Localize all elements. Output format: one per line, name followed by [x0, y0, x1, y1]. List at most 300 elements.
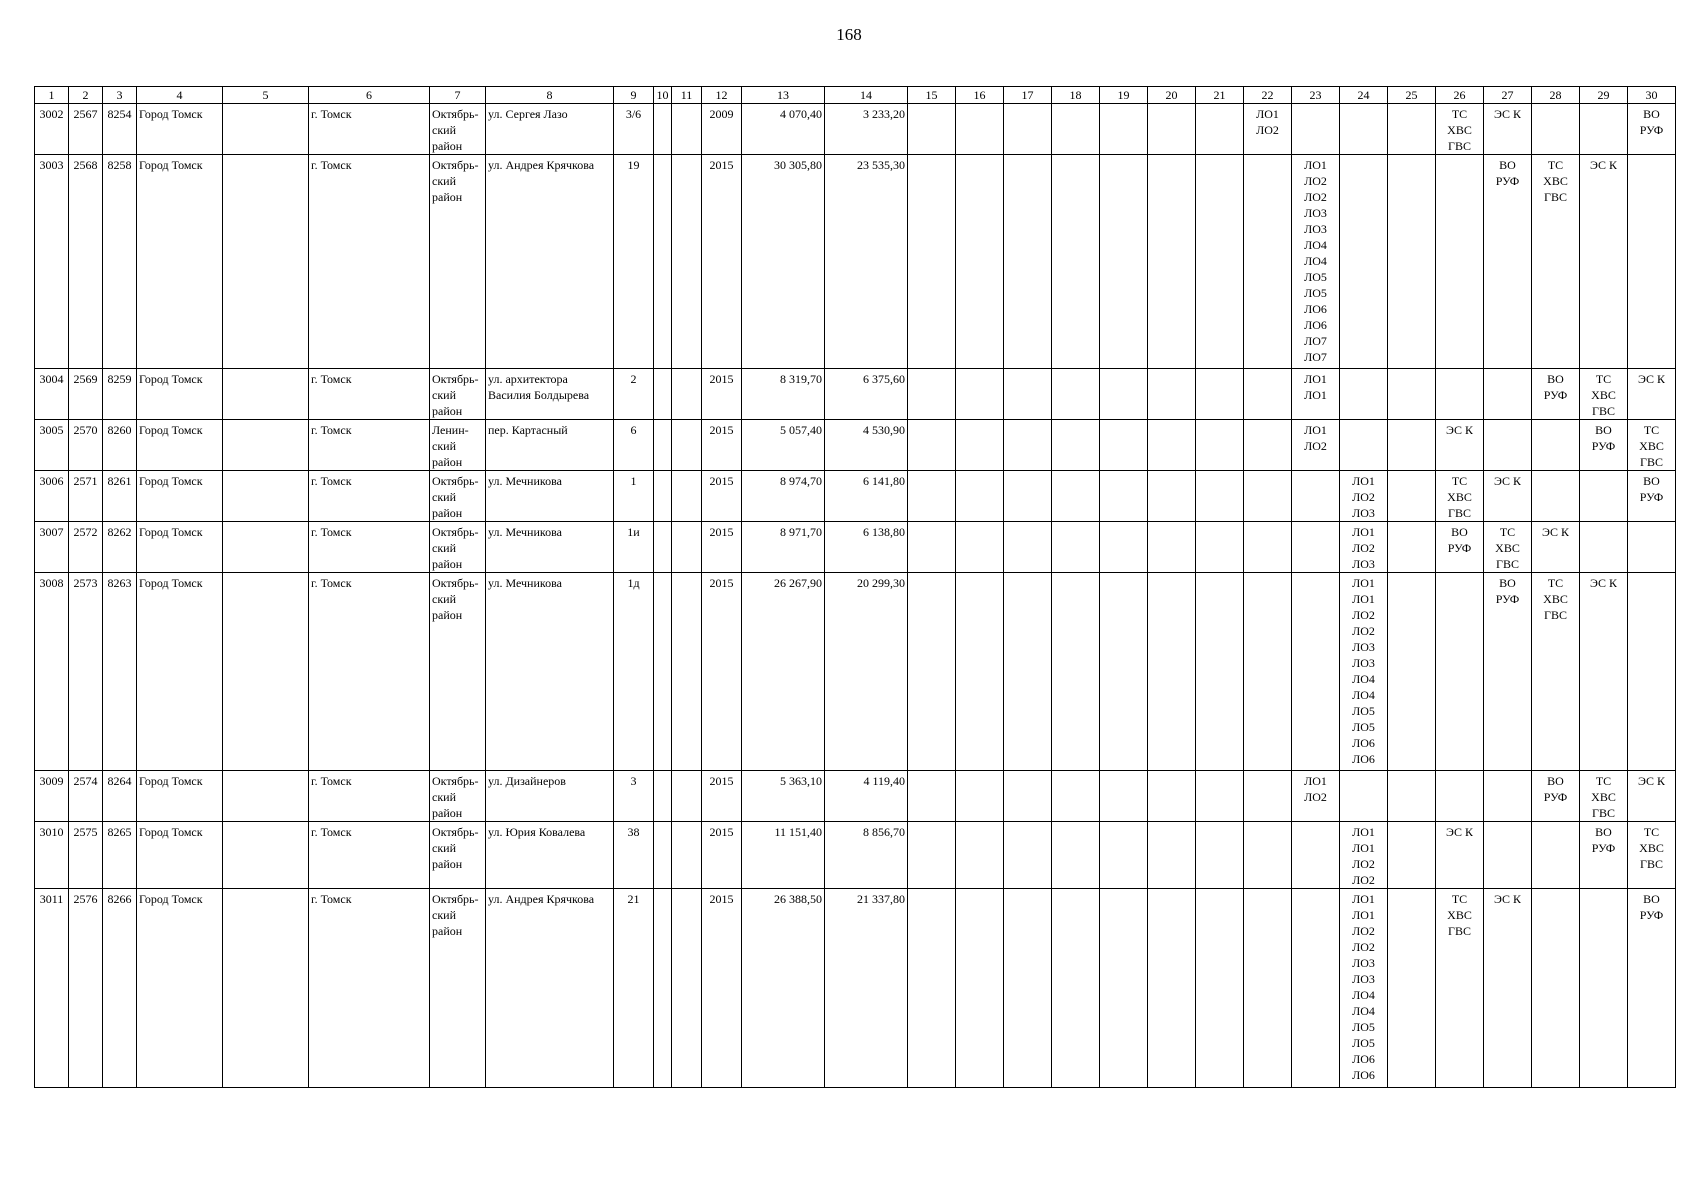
table-cell-col-18 — [1052, 771, 1100, 822]
table-cell-col-26: ЭС К — [1436, 420, 1484, 471]
table-cell-col-5 — [223, 155, 309, 369]
table-cell-col-29: ТС ХВС ГВС — [1580, 369, 1628, 420]
table-cell-col-5 — [223, 522, 309, 573]
table-cell-col-4: Город Томск — [137, 471, 223, 522]
table-cell-col-7: Ленин- ский район — [430, 420, 486, 471]
table-cell-col-13: 5 057,40 — [742, 420, 825, 471]
table-cell-col-24 — [1340, 155, 1388, 369]
table-cell-col-30: ТС ХВС ГВС — [1628, 822, 1676, 889]
column-number-cell: 27 — [1484, 87, 1532, 104]
table-cell-col-12: 2015 — [702, 822, 742, 889]
table-cell-col-11 — [672, 155, 702, 369]
table-cell-col-29 — [1580, 522, 1628, 573]
table-row — [35, 369, 1676, 420]
table-cell-col-23 — [1292, 104, 1340, 155]
column-number-cell: 7 — [430, 87, 486, 104]
table-cell-col-14: 23 535,30 — [825, 155, 908, 369]
column-number-cell: 8 — [486, 87, 614, 104]
table-cell-col-23 — [1292, 822, 1340, 889]
table-cell-col-10 — [654, 522, 672, 573]
table-cell-col-26: ТС ХВС ГВС — [1436, 104, 1484, 155]
table-cell-col-20 — [1148, 822, 1196, 889]
table-cell-col-11 — [672, 522, 702, 573]
table-cell-col-15 — [908, 573, 956, 771]
table-cell-col-15 — [908, 471, 956, 522]
table-cell-col-22 — [1244, 420, 1292, 471]
table-cell-col-1: 3002 — [35, 104, 69, 155]
table-cell-col-21 — [1196, 771, 1244, 822]
table-cell-col-2: 2576 — [69, 889, 103, 1088]
table-cell-col-18 — [1052, 104, 1100, 155]
table-cell-col-22 — [1244, 522, 1292, 573]
table-cell-col-2: 2567 — [69, 104, 103, 155]
table-cell-col-21 — [1196, 889, 1244, 1088]
table-cell-col-9: 6 — [614, 420, 654, 471]
table-cell-col-18 — [1052, 522, 1100, 573]
table-cell-col-10 — [654, 471, 672, 522]
table-cell-col-28 — [1532, 822, 1580, 889]
column-number-cell: 14 — [825, 87, 908, 104]
table-cell-col-10 — [654, 369, 672, 420]
table-cell-col-16 — [956, 822, 1004, 889]
table-cell-col-22 — [1244, 573, 1292, 771]
table-cell-col-5 — [223, 771, 309, 822]
table-cell-col-3: 8261 — [103, 471, 137, 522]
column-number-cell: 3 — [103, 87, 137, 104]
table-cell-col-28: ТС ХВС ГВС — [1532, 155, 1580, 369]
table-cell-col-18 — [1052, 573, 1100, 771]
table-cell-col-21 — [1196, 369, 1244, 420]
column-number-cell: 5 — [223, 87, 309, 104]
table-cell-col-30 — [1628, 155, 1676, 369]
table-cell-col-4: Город Томск — [137, 369, 223, 420]
table-cell-col-5 — [223, 420, 309, 471]
table-cell-col-9: 3 — [614, 771, 654, 822]
table-cell-col-17 — [1004, 369, 1052, 420]
table-cell-col-12: 2015 — [702, 420, 742, 471]
table-cell-col-1: 3004 — [35, 369, 69, 420]
table-cell-col-21 — [1196, 155, 1244, 369]
table-cell-col-1: 3005 — [35, 420, 69, 471]
table-cell-col-1: 3010 — [35, 822, 69, 889]
column-number-cell: 13 — [742, 87, 825, 104]
table-cell-col-7: Октябрь- ский район — [430, 471, 486, 522]
table-cell-col-8: ул. Сергея Лазо — [486, 104, 614, 155]
table-cell-col-25 — [1388, 573, 1436, 771]
table-cell-col-25 — [1388, 420, 1436, 471]
table-cell-col-14: 4 119,40 — [825, 771, 908, 822]
table-cell-col-14: 21 337,80 — [825, 889, 908, 1088]
table-cell-col-27: ЭС К — [1484, 471, 1532, 522]
table-cell-col-30: ВО РУФ — [1628, 104, 1676, 155]
column-number-row — [35, 87, 1676, 104]
table-cell-col-15 — [908, 822, 956, 889]
table-cell-col-20 — [1148, 889, 1196, 1088]
table-cell-col-2: 2572 — [69, 522, 103, 573]
table-cell-col-22 — [1244, 155, 1292, 369]
table-cell-col-30: ЭС К — [1628, 369, 1676, 420]
table-cell-col-15 — [908, 369, 956, 420]
housing-registry-table — [34, 86, 1676, 1088]
table-cell-col-9: 38 — [614, 822, 654, 889]
table-cell-col-9: 1д — [614, 573, 654, 771]
table-cell-col-26: ЭС К — [1436, 822, 1484, 889]
table-cell-col-10 — [654, 104, 672, 155]
table-cell-col-16 — [956, 889, 1004, 1088]
column-number-cell: 20 — [1148, 87, 1196, 104]
table-cell-col-6: г. Томск — [309, 155, 430, 369]
table-cell-col-24: ЛО1 ЛО2 ЛО3 — [1340, 522, 1388, 573]
table-cell-col-13: 26 267,90 — [742, 573, 825, 771]
table-cell-col-6: г. Томск — [309, 771, 430, 822]
table-cell-col-9: 1 — [614, 471, 654, 522]
table-cell-col-2: 2571 — [69, 471, 103, 522]
table-cell-col-23: ЛО1 ЛО2 — [1292, 420, 1340, 471]
table-cell-col-3: 8262 — [103, 522, 137, 573]
table-cell-col-20 — [1148, 420, 1196, 471]
table-cell-col-15 — [908, 889, 956, 1088]
column-number-cell: 15 — [908, 87, 956, 104]
table-cell-col-6: г. Томск — [309, 471, 430, 522]
table-cell-col-8: ул. Андрея Крячкова — [486, 889, 614, 1088]
table-row — [35, 104, 1676, 155]
table-cell-col-20 — [1148, 573, 1196, 771]
table-cell-col-15 — [908, 522, 956, 573]
table-cell-col-29: ТС ХВС ГВС — [1580, 771, 1628, 822]
column-number-cell: 9 — [614, 87, 654, 104]
table-cell-col-3: 8260 — [103, 420, 137, 471]
table-cell-col-11 — [672, 471, 702, 522]
table-cell-col-5 — [223, 369, 309, 420]
table-cell-col-23 — [1292, 573, 1340, 771]
table-cell-col-15 — [908, 104, 956, 155]
table-cell-col-19 — [1100, 471, 1148, 522]
column-number-cell: 10 — [654, 87, 672, 104]
table-cell-col-3: 8258 — [103, 155, 137, 369]
table-cell-col-3: 8264 — [103, 771, 137, 822]
column-number-cell: 29 — [1580, 87, 1628, 104]
table-cell-col-22 — [1244, 471, 1292, 522]
table-cell-col-6: г. Томск — [309, 104, 430, 155]
table-cell-col-5 — [223, 889, 309, 1088]
table-cell-col-8: ул. Мечникова — [486, 522, 614, 573]
table-row — [35, 522, 1676, 573]
table-cell-col-21 — [1196, 822, 1244, 889]
table-cell-col-9: 21 — [614, 889, 654, 1088]
table-cell-col-29: ЭС К — [1580, 573, 1628, 771]
table-cell-col-24 — [1340, 369, 1388, 420]
table-cell-col-9: 2 — [614, 369, 654, 420]
table-cell-col-28 — [1532, 471, 1580, 522]
table-cell-col-23: ЛО1 ЛО1 — [1292, 369, 1340, 420]
table-cell-col-28 — [1532, 104, 1580, 155]
table-cell-col-26: ТС ХВС ГВС — [1436, 471, 1484, 522]
table-cell-col-19 — [1100, 420, 1148, 471]
table-cell-col-16 — [956, 522, 1004, 573]
table-cell-col-6: г. Томск — [309, 369, 430, 420]
column-number-cell: 24 — [1340, 87, 1388, 104]
table-cell-col-14: 8 856,70 — [825, 822, 908, 889]
table-cell-col-12: 2015 — [702, 471, 742, 522]
table-cell-col-6: г. Томск — [309, 822, 430, 889]
table-cell-col-7: Октябрь- ский район — [430, 369, 486, 420]
table-cell-col-17 — [1004, 822, 1052, 889]
table-cell-col-13: 8 971,70 — [742, 522, 825, 573]
column-number-cell: 19 — [1100, 87, 1148, 104]
table-cell-col-27: ВО РУФ — [1484, 573, 1532, 771]
table-cell-col-29 — [1580, 104, 1628, 155]
table-cell-col-14: 3 233,20 — [825, 104, 908, 155]
table-cell-col-3: 8266 — [103, 889, 137, 1088]
table-cell-col-12: 2015 — [702, 155, 742, 369]
table-cell-col-27: ВО РУФ — [1484, 155, 1532, 369]
table-cell-col-5 — [223, 822, 309, 889]
table-cell-col-26 — [1436, 573, 1484, 771]
table-cell-col-30 — [1628, 522, 1676, 573]
table-cell-col-16 — [956, 573, 1004, 771]
table-cell-col-28 — [1532, 420, 1580, 471]
table-cell-col-7: Октябрь- ский район — [430, 771, 486, 822]
table-cell-col-4: Город Томск — [137, 822, 223, 889]
table-cell-col-23 — [1292, 889, 1340, 1088]
table-cell-col-1: 3006 — [35, 471, 69, 522]
table-cell-col-28 — [1532, 889, 1580, 1088]
table-cell-col-8: ул. Дизайнеров — [486, 771, 614, 822]
table-cell-col-12: 2015 — [702, 771, 742, 822]
table-cell-col-24: ЛО1 ЛО1 ЛО2 ЛО2 ЛО3 ЛО3 ЛО4 ЛО4 ЛО5 ЛО5 ЛО6 ЛО6 — [1340, 573, 1388, 771]
table-cell-col-10 — [654, 771, 672, 822]
table-cell-col-27 — [1484, 369, 1532, 420]
table-cell-col-5 — [223, 104, 309, 155]
table-cell-col-23: ЛО1 ЛО2 — [1292, 771, 1340, 822]
table-cell-col-7: Октябрь- ский район — [430, 889, 486, 1088]
table-cell-col-19 — [1100, 771, 1148, 822]
table-cell-col-21 — [1196, 104, 1244, 155]
table-cell-col-10 — [654, 822, 672, 889]
table-cell-col-6: г. Томск — [309, 522, 430, 573]
table-cell-col-26 — [1436, 155, 1484, 369]
table-cell-col-19 — [1100, 573, 1148, 771]
table-cell-col-11 — [672, 369, 702, 420]
table-cell-col-15 — [908, 420, 956, 471]
table-cell-col-17 — [1004, 573, 1052, 771]
table-cell-col-8: ул. Андрея Крячкова — [486, 155, 614, 369]
table-cell-col-11 — [672, 104, 702, 155]
table-cell-col-16 — [956, 471, 1004, 522]
table-cell-col-13: 8 974,70 — [742, 471, 825, 522]
table-cell-col-17 — [1004, 420, 1052, 471]
table-cell-col-5 — [223, 573, 309, 771]
table-cell-col-1: 3007 — [35, 522, 69, 573]
table-cell-col-8: ул. Мечникова — [486, 573, 614, 771]
table-cell-col-30: ЭС К — [1628, 771, 1676, 822]
table-cell-col-30: ВО РУФ — [1628, 471, 1676, 522]
table-row — [35, 420, 1676, 471]
column-number-cell: 26 — [1436, 87, 1484, 104]
table-cell-col-25 — [1388, 889, 1436, 1088]
table-cell-col-22 — [1244, 889, 1292, 1088]
column-number-cell: 30 — [1628, 87, 1676, 104]
table-cell-col-23 — [1292, 471, 1340, 522]
table-cell-col-26 — [1436, 771, 1484, 822]
table-cell-col-26: ВО РУФ — [1436, 522, 1484, 573]
table-cell-col-3: 8265 — [103, 822, 137, 889]
table-cell-col-28: ЭС К — [1532, 522, 1580, 573]
table-cell-col-22 — [1244, 771, 1292, 822]
column-number-cell: 18 — [1052, 87, 1100, 104]
table-cell-col-24 — [1340, 104, 1388, 155]
table-cell-col-9: 1и — [614, 522, 654, 573]
table-cell-col-7: Октябрь- ский район — [430, 522, 486, 573]
table-cell-col-29: ВО РУФ — [1580, 822, 1628, 889]
table-cell-col-10 — [654, 155, 672, 369]
table-cell-col-25 — [1388, 771, 1436, 822]
column-number-cell: 12 — [702, 87, 742, 104]
table-row — [35, 771, 1676, 822]
table-cell-col-11 — [672, 573, 702, 771]
column-number-cell: 25 — [1388, 87, 1436, 104]
table-row — [35, 573, 1676, 771]
table-cell-col-19 — [1100, 889, 1148, 1088]
table-cell-col-25 — [1388, 155, 1436, 369]
table-cell-col-18 — [1052, 369, 1100, 420]
table-cell-col-20 — [1148, 155, 1196, 369]
table-cell-col-14: 6 375,60 — [825, 369, 908, 420]
table-cell-col-5 — [223, 471, 309, 522]
table-cell-col-16 — [956, 420, 1004, 471]
table-cell-col-24: ЛО1 ЛО1 ЛО2 ЛО2 — [1340, 822, 1388, 889]
table-cell-col-27 — [1484, 420, 1532, 471]
table-cell-col-11 — [672, 822, 702, 889]
table-cell-col-2: 2575 — [69, 822, 103, 889]
table-cell-col-13: 4 070,40 — [742, 104, 825, 155]
table-cell-col-4: Город Томск — [137, 155, 223, 369]
table-cell-col-16 — [956, 104, 1004, 155]
table-cell-col-19 — [1100, 369, 1148, 420]
table-cell-col-17 — [1004, 522, 1052, 573]
table-cell-col-15 — [908, 771, 956, 822]
table-cell-col-7: Октябрь- ский район — [430, 573, 486, 771]
table-cell-col-1: 3008 — [35, 573, 69, 771]
table-cell-col-3: 8254 — [103, 104, 137, 155]
column-number-cell: 2 — [69, 87, 103, 104]
table-cell-col-9: 3/6 — [614, 104, 654, 155]
table-cell-col-13: 8 319,70 — [742, 369, 825, 420]
table-cell-col-22 — [1244, 369, 1292, 420]
table-cell-col-27: ТС ХВС ГВС — [1484, 522, 1532, 573]
table-cell-col-20 — [1148, 471, 1196, 522]
table-cell-col-17 — [1004, 771, 1052, 822]
column-number-cell: 17 — [1004, 87, 1052, 104]
column-number-cell: 1 — [35, 87, 69, 104]
table-cell-col-15 — [908, 155, 956, 369]
table-cell-col-18 — [1052, 420, 1100, 471]
column-number-cell: 16 — [956, 87, 1004, 104]
table-cell-col-10 — [654, 420, 672, 471]
table-cell-col-6: г. Томск — [309, 889, 430, 1088]
table-cell-col-14: 4 530,90 — [825, 420, 908, 471]
table-cell-col-14: 20 299,30 — [825, 573, 908, 771]
column-number-cell: 4 — [137, 87, 223, 104]
table-cell-col-18 — [1052, 822, 1100, 889]
table-cell-col-22: ЛО1 ЛО2 — [1244, 104, 1292, 155]
table-cell-col-1: 3003 — [35, 155, 69, 369]
table-cell-col-9: 19 — [614, 155, 654, 369]
table-cell-col-8: пер. Картасный — [486, 420, 614, 471]
table-cell-col-14: 6 138,80 — [825, 522, 908, 573]
table-cell-col-26: ТС ХВС ГВС — [1436, 889, 1484, 1088]
column-number-cell: 6 — [309, 87, 430, 104]
table-cell-col-20 — [1148, 771, 1196, 822]
table-cell-col-14: 6 141,80 — [825, 471, 908, 522]
table-row — [35, 471, 1676, 522]
table-cell-col-24 — [1340, 420, 1388, 471]
column-number-cell: 21 — [1196, 87, 1244, 104]
table-cell-col-29: ЭС К — [1580, 155, 1628, 369]
table-cell-col-4: Город Томск — [137, 573, 223, 771]
table-cell-col-24: ЛО1 ЛО1 ЛО2 ЛО2 ЛО3 ЛО3 ЛО4 ЛО4 ЛО5 ЛО5 ЛО6 ЛО6 — [1340, 889, 1388, 1088]
table-cell-col-11 — [672, 771, 702, 822]
table-cell-col-2: 2570 — [69, 420, 103, 471]
table-cell-col-19 — [1100, 104, 1148, 155]
column-number-cell: 28 — [1532, 87, 1580, 104]
table-cell-col-29: ВО РУФ — [1580, 420, 1628, 471]
table-cell-col-25 — [1388, 369, 1436, 420]
table-cell-col-4: Город Томск — [137, 771, 223, 822]
table-cell-col-25 — [1388, 104, 1436, 155]
table-cell-col-13: 30 305,80 — [742, 155, 825, 369]
table-cell-col-13: 11 151,40 — [742, 822, 825, 889]
table-cell-col-29 — [1580, 889, 1628, 1088]
table-cell-col-2: 2569 — [69, 369, 103, 420]
table-row — [35, 889, 1676, 1088]
page-number: 168 — [836, 25, 862, 44]
column-number-cell: 11 — [672, 87, 702, 104]
table-cell-col-11 — [672, 889, 702, 1088]
table-row — [35, 822, 1676, 889]
table-cell-col-25 — [1388, 822, 1436, 889]
table-cell-col-7: Октябрь- ский район — [430, 155, 486, 369]
table-cell-col-17 — [1004, 471, 1052, 522]
table-cell-col-7: Октябрь- ский район — [430, 104, 486, 155]
table-cell-col-30: ВО РУФ — [1628, 889, 1676, 1088]
table-cell-col-3: 8259 — [103, 369, 137, 420]
table-cell-col-17 — [1004, 889, 1052, 1088]
table-cell-col-21 — [1196, 522, 1244, 573]
table-cell-col-30 — [1628, 573, 1676, 771]
table-cell-col-6: г. Томск — [309, 420, 430, 471]
table-cell-col-3: 8263 — [103, 573, 137, 771]
table-cell-col-22 — [1244, 822, 1292, 889]
table-cell-col-26 — [1436, 369, 1484, 420]
table-cell-col-10 — [654, 573, 672, 771]
table-cell-col-20 — [1148, 522, 1196, 573]
table-cell-col-8: ул. архитектора Василия Болдырева — [486, 369, 614, 420]
table-cell-col-18 — [1052, 889, 1100, 1088]
table-cell-col-16 — [956, 369, 1004, 420]
table-cell-col-16 — [956, 155, 1004, 369]
table-cell-col-21 — [1196, 420, 1244, 471]
table-cell-col-12: 2009 — [702, 104, 742, 155]
table-cell-col-25 — [1388, 522, 1436, 573]
table-cell-col-1: 3011 — [35, 889, 69, 1088]
table-cell-col-12: 2015 — [702, 369, 742, 420]
table-cell-col-6: г. Томск — [309, 573, 430, 771]
table-cell-col-1: 3009 — [35, 771, 69, 822]
table-cell-col-11 — [672, 420, 702, 471]
table-cell-col-21 — [1196, 573, 1244, 771]
table-cell-col-24 — [1340, 771, 1388, 822]
